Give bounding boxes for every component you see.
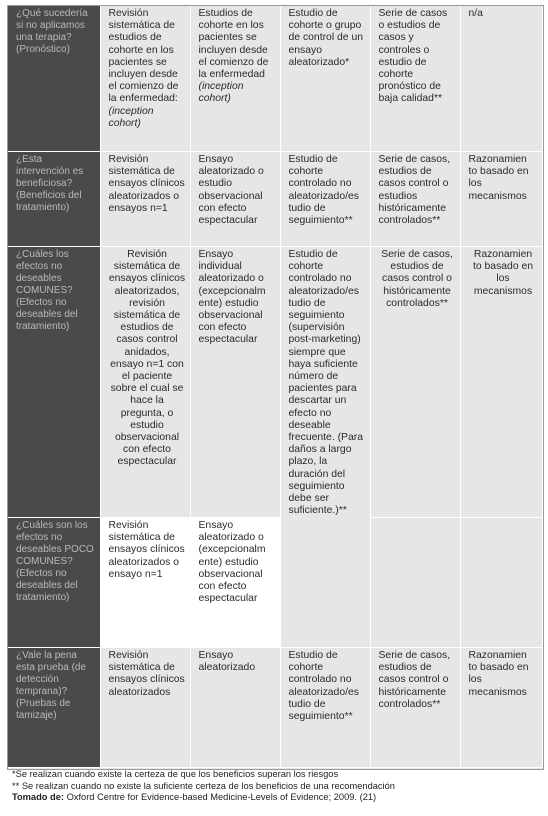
source-citation — [12, 792, 542, 804]
cell-level2: Ensayo individual aleatorizado o (excepcionalm ente) estudio observacional con efecto espectacular — [190, 247, 280, 518]
evidence-levels-table — [8, 6, 543, 768]
cell-level1: Revisión sistemática de ensayos clínicos aleatorizados, revisión sistemática de estudios de casos control anidados, ensayo n=1 con el paciente sobre el cual se hace la pregunta, o estudio observacional con efecto espectacular — [100, 247, 190, 518]
footnote-single-asterisk: *Se realizan cuando existe la certeza de que los beneficios superan los riesgos — [12, 769, 339, 779]
source-label: Tomado de: — [12, 792, 64, 803]
cell-level5: Razonamien to basado en los mecanismos — [460, 247, 542, 518]
table-footnotes — [12, 769, 542, 804]
cell-level5: n/a — [460, 6, 542, 152]
footnote-double-asterisk: ** Se realizan cuando no existe la suficiente certeza de los beneficios de una recomendación — [12, 780, 395, 791]
cell-level2: Ensayo aleatorizado o estudio observacional con efecto espectacular — [190, 152, 280, 247]
table-row — [8, 518, 542, 648]
cell-level3: Estudio de cohorte o grupo de control de un ensayo aleatorizado* — [280, 6, 370, 152]
cell-level1: Revisión sistemática de ensayos clínicos aleatorizados o ensayo n=1 — [100, 518, 190, 648]
cell-level2: Ensayo aleatorizado o (excepcionalm ente) estudio observacional con efecto espectacular — [190, 518, 280, 648]
cell-level1: Revisión sistemática de ensayos clínicos aleatorizados o ensayos n=1 — [100, 152, 190, 247]
cell-level4: Serie de casos o estudios de casos y controles o estudio de cohorte pronóstico de baja calidad** — [370, 6, 460, 152]
table-row — [8, 247, 542, 518]
cell-level3: Estudio de cohorte controlado no aleatorizado/es tudio de seguimiento** — [280, 648, 370, 768]
table-row — [8, 152, 542, 247]
cell-level5-empty — [460, 518, 542, 648]
cell-italic: (inception cohort) — [198, 81, 244, 105]
cell-level1 — [100, 6, 190, 152]
question-benefits: ¿Esta intervención es beneficiosa? (Beneficios del tratamiento) — [8, 152, 100, 247]
cell-level1: Revisión sistemática de ensayos clínicos aleatorizados — [100, 648, 190, 768]
table-row — [8, 648, 542, 768]
cell-level5: Razonamien to basado en los mecanismos — [460, 648, 542, 768]
question-rare-harms: ¿Cuáles son los efectos no deseables POCO COMUNES? (Efectos no deseables del tratamiento) — [8, 518, 100, 648]
question-common-harms: ¿Cuáles los efectos no deseables COMUNES? (Efectos no deseables del tratamiento) — [8, 247, 100, 518]
cell-level5: Razonamien to basado en los mecanismos — [460, 152, 542, 247]
source-text: Oxford Centre for Evidence-based Medicine-Levels of Evidence; 2009. (21) — [64, 792, 377, 803]
cell-level3: Estudio de cohorte controlado no aleatorizado/es tudio de seguimiento** — [280, 152, 370, 247]
cell-level4: Serie de casos, estudios de casos control o históricamente controlados** — [370, 247, 460, 518]
cell-text: Estudios de cohorte en los pacientes se incluyen desde el comienzo de la enfermedad — [198, 8, 269, 81]
cell-level4: Serie de casos, estudios de casos control o estudios históricamente controlados** — [370, 152, 460, 247]
cell-text: Revisión sistemática de estudios de cohorte en los pacientes se incluyen desde el comienzo de la enfermedad: — [108, 8, 179, 105]
cell-level4-empty — [370, 518, 460, 648]
table-row — [8, 6, 542, 152]
question-screening: ¿Vale la pena esta prueba (de detección temprana)? (Pruebas de tamizaje) — [8, 648, 100, 768]
cell-italic: (inception cohort) — [108, 105, 154, 129]
cell-level4: Serie de casos, estudios de casos control o históricamente controlados** — [370, 648, 460, 768]
cell-level2 — [190, 6, 280, 152]
cell-level2: Ensayo aleatorizado — [190, 648, 280, 768]
cell-level3: Estudio de cohorte controlado no aleatorizado/es tudio de seguimiento (supervisión post-marketing) siempre que haya suficiente número de pacientes para descartar un efecto no deseable frecuente. (Para daños a largo plazo, la duración del seguimiento debe ser suficiente.)** — [280, 247, 370, 648]
question-prognosis: ¿Qué sucedería si no aplicamos una terapia? (Pronóstico) — [8, 6, 100, 152]
